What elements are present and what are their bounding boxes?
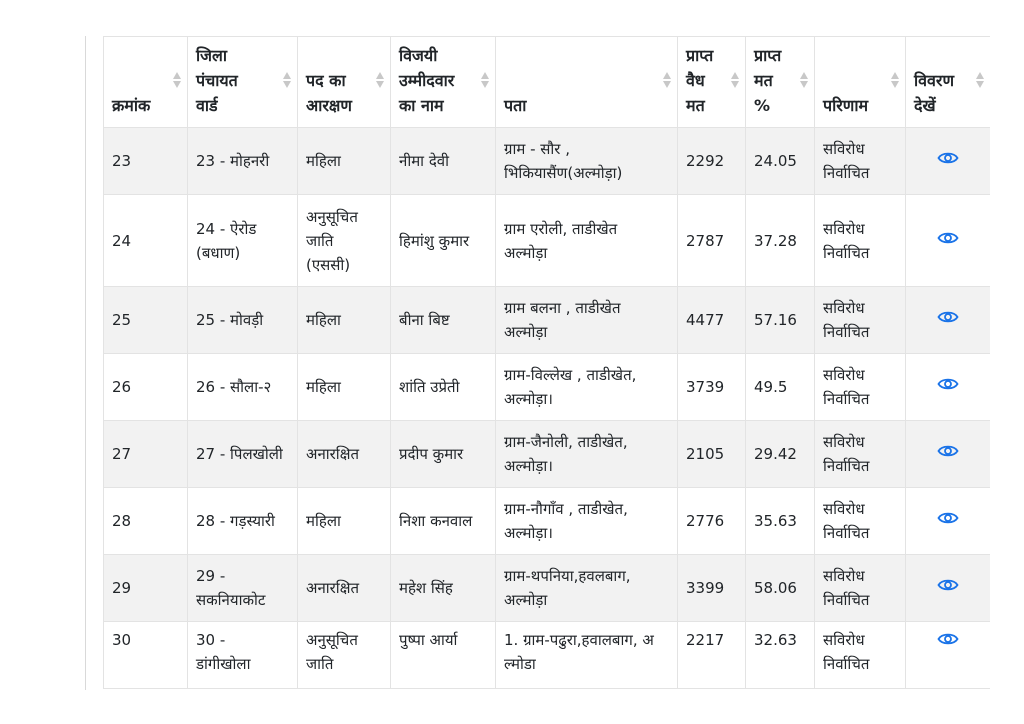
column-header-label: उम्मीदवार	[399, 71, 455, 90]
cell-reservation	[298, 287, 391, 354]
eye-icon[interactable]	[937, 150, 959, 166]
cell-text: महिला	[306, 311, 341, 329]
cell-serial: 24	[104, 195, 188, 287]
sort-arrows-icon[interactable]	[376, 71, 384, 91]
cell-ward	[188, 354, 298, 421]
column-header-label: मत	[754, 71, 773, 90]
column-header-label: प्राप्त	[686, 46, 714, 65]
cell-reservation	[298, 195, 391, 287]
cell-text: सविरोध	[823, 500, 865, 518]
column-header-label: पंचायत	[196, 71, 238, 90]
cell-text: निर्वाचित	[823, 655, 870, 673]
cell-result	[815, 354, 906, 421]
cell-serial: 27	[104, 421, 188, 488]
column-header-label: जिला	[196, 46, 228, 65]
cell-text: सविरोध	[823, 299, 865, 317]
cell-text: अल्मोड़ा	[504, 243, 548, 262]
cell-text: बीना बिष्ट	[399, 311, 450, 329]
cell-details[interactable]	[906, 488, 991, 555]
cell-text: ल्मोडा	[504, 655, 536, 673]
cell-text: प्रदीप कुमार	[399, 445, 464, 463]
cell-text: ग्राम-थपनिया,हवलबाग,	[504, 567, 631, 585]
cell-text: अल्मोड़ा	[504, 591, 548, 609]
cell-text: जाति	[306, 231, 334, 250]
column-header-result[interactable]	[815, 37, 906, 128]
column-header-percent[interactable]	[746, 37, 815, 128]
column-header-label: विजयी	[399, 46, 438, 65]
cell-text: (बधाण)	[196, 243, 241, 262]
cell-result	[815, 421, 906, 488]
results-table-container[interactable]	[103, 36, 990, 690]
eye-icon[interactable]	[937, 631, 959, 647]
cell-votes: 2787	[678, 195, 746, 287]
cell-text: अनुसूचित	[306, 207, 358, 226]
cell-text: 26 - सौला-२	[196, 378, 272, 396]
cell-text: महिला	[306, 512, 341, 530]
cell-reservation	[298, 488, 391, 555]
eye-icon[interactable]	[937, 577, 959, 593]
cell-text: निर्वाचित	[823, 390, 870, 408]
cell-ward	[188, 195, 298, 287]
cell-text: अनुसूचित	[306, 631, 358, 649]
column-header-label: पता	[504, 96, 527, 115]
table-row	[104, 488, 991, 555]
cell-details[interactable]	[906, 287, 991, 354]
cell-text: ग्राम बलना , ताडीखेत	[504, 299, 621, 317]
cell-winner	[391, 128, 496, 195]
column-header-winner[interactable]	[391, 37, 496, 128]
cell-text: पुष्पा आर्या	[399, 631, 458, 649]
sort-arrows-icon[interactable]	[283, 71, 291, 91]
cell-address	[496, 555, 678, 622]
cell-text: अल्मोड़ा।	[504, 524, 553, 542]
cell-ward	[188, 421, 298, 488]
column-header-label: विवरण	[914, 71, 955, 90]
cell-text: 1. ग्राम-पढुरा,हवालबाग, अ	[504, 631, 654, 649]
cell-serial: 26	[104, 354, 188, 421]
cell-text: भिकियासैंण(अल्मोड़ा)	[504, 164, 623, 182]
column-header-address[interactable]	[496, 37, 678, 128]
cell-text: (एससी)	[306, 255, 351, 274]
cell-text: अल्मोड़ा।	[504, 390, 553, 408]
cell-details[interactable]	[906, 421, 991, 488]
column-header-label: का नाम	[399, 96, 444, 115]
cell-text: 23 - मोहनरी	[196, 152, 270, 170]
cell-text: निर्वाचित	[823, 323, 870, 341]
column-header-details[interactable]	[906, 37, 991, 128]
sort-arrows-icon[interactable]	[891, 71, 899, 91]
eye-icon[interactable]	[937, 230, 959, 246]
cell-result	[815, 128, 906, 195]
cell-text: सविरोध	[823, 140, 865, 158]
cell-result	[815, 622, 906, 689]
cell-address	[496, 287, 678, 354]
column-header-label: आरक्षण	[306, 96, 352, 115]
cell-text: 25 - मोवड़ी	[196, 311, 264, 329]
cell-reservation	[298, 622, 391, 689]
table-row	[104, 195, 991, 287]
cell-details[interactable]	[906, 622, 991, 689]
cell-winner	[391, 622, 496, 689]
cell-serial: 29	[104, 555, 188, 622]
cell-text: 27 - पिलखोली	[196, 445, 283, 463]
table-row	[104, 128, 991, 195]
column-header-ward[interactable]	[188, 37, 298, 128]
cell-text: सविरोध	[823, 433, 865, 451]
column-header-label: क्रमांक	[112, 96, 151, 115]
sort-arrows-icon[interactable]	[800, 71, 808, 91]
cell-text: ग्राम एरोली, ताडीखेत	[504, 219, 618, 238]
table-row	[104, 555, 991, 622]
cell-text: सविरोध	[823, 567, 865, 585]
cell-text: सकनियाकोट	[196, 591, 266, 609]
cell-reservation	[298, 555, 391, 622]
cell-text: ग्राम-जैनोली, ताडीखेत,	[504, 433, 628, 451]
cell-winner	[391, 354, 496, 421]
column-header-serial[interactable]	[104, 37, 188, 128]
eye-icon[interactable]	[937, 309, 959, 325]
column-header-label: परिणाम	[823, 96, 869, 115]
sort-arrows-icon[interactable]	[663, 71, 671, 91]
cell-serial: 25	[104, 287, 188, 354]
cell-result	[815, 195, 906, 287]
cell-result	[815, 488, 906, 555]
cell-text: ग्राम - सौर ,	[504, 140, 570, 158]
cell-details[interactable]	[906, 354, 991, 421]
cell-text: ग्राम-विल्लेख , ताडीखेत,	[504, 366, 637, 384]
column-header-label: पद का	[306, 71, 346, 90]
cell-percent: 32.63	[746, 622, 815, 689]
column-header-label: %	[754, 96, 771, 115]
table-header-row	[104, 37, 991, 128]
content-divider	[85, 36, 86, 690]
cell-text: जाति	[306, 655, 334, 673]
cell-percent: 37.28	[746, 195, 815, 287]
cell-percent: 29.42	[746, 421, 815, 488]
cell-result	[815, 287, 906, 354]
cell-address	[496, 195, 678, 287]
cell-text: निर्वाचित	[823, 524, 870, 542]
table-body	[104, 128, 991, 689]
cell-text: 30 -	[196, 631, 226, 649]
cell-votes: 4477	[678, 287, 746, 354]
election-results-table	[103, 36, 990, 689]
cell-text: ग्राम-नौगाँव , ताडीखेत,	[504, 500, 628, 518]
cell-text: अल्मोड़ा	[504, 323, 548, 341]
sort-arrows-icon[interactable]	[976, 71, 984, 91]
table-row	[104, 287, 991, 354]
column-header-label: वैध	[686, 71, 705, 90]
cell-text: डांगीखोला	[196, 655, 251, 673]
column-header-votes[interactable]	[678, 37, 746, 128]
cell-ward	[188, 622, 298, 689]
column-header-reservation[interactable]	[298, 37, 391, 128]
cell-address	[496, 421, 678, 488]
cell-text: सविरोध	[823, 366, 865, 384]
cell-percent: 35.63	[746, 488, 815, 555]
cell-winner	[391, 555, 496, 622]
cell-details[interactable]	[906, 195, 991, 287]
table-row	[104, 622, 991, 689]
cell-reservation	[298, 354, 391, 421]
cell-text: सविरोध	[823, 631, 865, 649]
cell-serial: 28	[104, 488, 188, 555]
cell-percent: 24.05	[746, 128, 815, 195]
cell-ward	[188, 488, 298, 555]
cell-votes: 2217	[678, 622, 746, 689]
cell-reservation	[298, 128, 391, 195]
cell-winner	[391, 421, 496, 488]
cell-ward	[188, 287, 298, 354]
cell-ward	[188, 128, 298, 195]
cell-text: महिला	[306, 152, 341, 170]
cell-details[interactable]	[906, 555, 991, 622]
cell-address	[496, 488, 678, 555]
cell-text: निर्वाचित	[823, 457, 870, 475]
eye-icon[interactable]	[937, 376, 959, 392]
cell-details[interactable]	[906, 128, 991, 195]
cell-percent: 49.5	[746, 354, 815, 421]
column-header-label: मत	[686, 96, 705, 115]
cell-text: 29 -	[196, 567, 226, 585]
cell-text: निर्वाचित	[823, 164, 870, 182]
sort-arrows-icon[interactable]	[173, 71, 181, 91]
cell-text: शांति उप्रेती	[399, 378, 460, 396]
cell-ward	[188, 555, 298, 622]
cell-votes: 2292	[678, 128, 746, 195]
cell-text: निर्वाचित	[823, 591, 870, 609]
cell-winner	[391, 488, 496, 555]
cell-winner	[391, 195, 496, 287]
cell-percent: 57.16	[746, 287, 815, 354]
cell-votes: 3399	[678, 555, 746, 622]
cell-text: महेश सिंह	[399, 579, 453, 597]
cell-address	[496, 354, 678, 421]
cell-text: अनारक्षित	[306, 445, 359, 463]
cell-text: 24 - ऐरोड	[196, 219, 257, 238]
cell-address	[496, 622, 678, 689]
cell-text: अनारक्षित	[306, 579, 359, 597]
eye-icon[interactable]	[937, 443, 959, 459]
column-header-label: प्राप्त	[754, 46, 782, 65]
cell-text: नीमा देवी	[399, 152, 450, 170]
cell-votes: 2776	[678, 488, 746, 555]
table-row	[104, 421, 991, 488]
column-header-label: देखें	[914, 96, 936, 115]
cell-address	[496, 128, 678, 195]
sort-arrows-icon[interactable]	[731, 71, 739, 91]
sort-arrows-icon[interactable]	[481, 71, 489, 91]
cell-text: अल्मोड़ा।	[504, 457, 553, 475]
cell-text: सविरोध	[823, 219, 865, 238]
cell-winner	[391, 287, 496, 354]
column-header-label: वार्ड	[196, 96, 218, 115]
cell-serial: 23	[104, 128, 188, 195]
cell-votes: 2105	[678, 421, 746, 488]
cell-text: महिला	[306, 378, 341, 396]
cell-text: निर्वाचित	[823, 243, 870, 262]
cell-result	[815, 555, 906, 622]
cell-percent: 58.06	[746, 555, 815, 622]
cell-text: हिमांशु कुमार	[399, 231, 470, 250]
table-row	[104, 354, 991, 421]
cell-text: 28 - गड़स्यारी	[196, 512, 275, 530]
cell-serial: 30	[104, 622, 188, 689]
cell-text: निशा कनवाल	[399, 512, 473, 530]
cell-reservation	[298, 421, 391, 488]
cell-votes: 3739	[678, 354, 746, 421]
eye-icon[interactable]	[937, 510, 959, 526]
